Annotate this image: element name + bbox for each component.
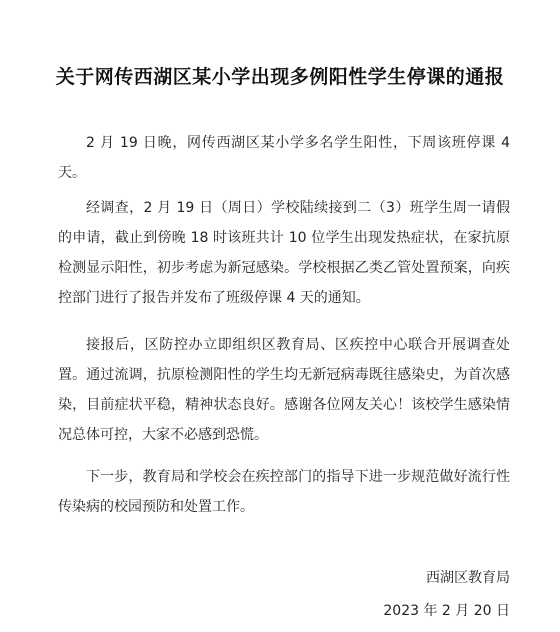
issue-date: 2023 年 2 月 20 日 xyxy=(383,603,510,619)
paragraph-3: 接报后，区防控办立即组织区教育局、区疾控中心联合开展调查处置。通过流调，抗原检测阳性的学生均无新冠病毒既往感染史，为首次感染，目前症状平稳，精神状态良好。感谢各位网友关心！该校学生感染情况总体可控，大家不必感到恐慌。 xyxy=(58,337,510,443)
paragraph-4: 下一步，教育局和学校会在疾控部门的指导下进一步规范做好流行性传染病的校园预防和处置工作。 xyxy=(58,469,510,515)
document-title: 关于网传西湖区某小学出现多例阳性学生停课的通报 xyxy=(55,66,505,88)
paragraph-1: 2 月 19 日晚，网传西湖区某小学多名学生阳性，下周该班停课 4 天。 xyxy=(58,135,510,181)
issuer-signature: 西湖区教育局 xyxy=(426,570,510,586)
paragraph-2: 经调查，2 月 19 日（周日）学校陆续接到二（3）班学生周一请假的申请，截止到傍晚 18 时该班共计 10 位学生出现发热症状，在家抗原检测显示阳性，初步考虑为新冠感染。学校根据乙类乙管处置预案，向疾控部门进行了报告并发布了班级停课 4 天的通知。 xyxy=(58,200,510,306)
